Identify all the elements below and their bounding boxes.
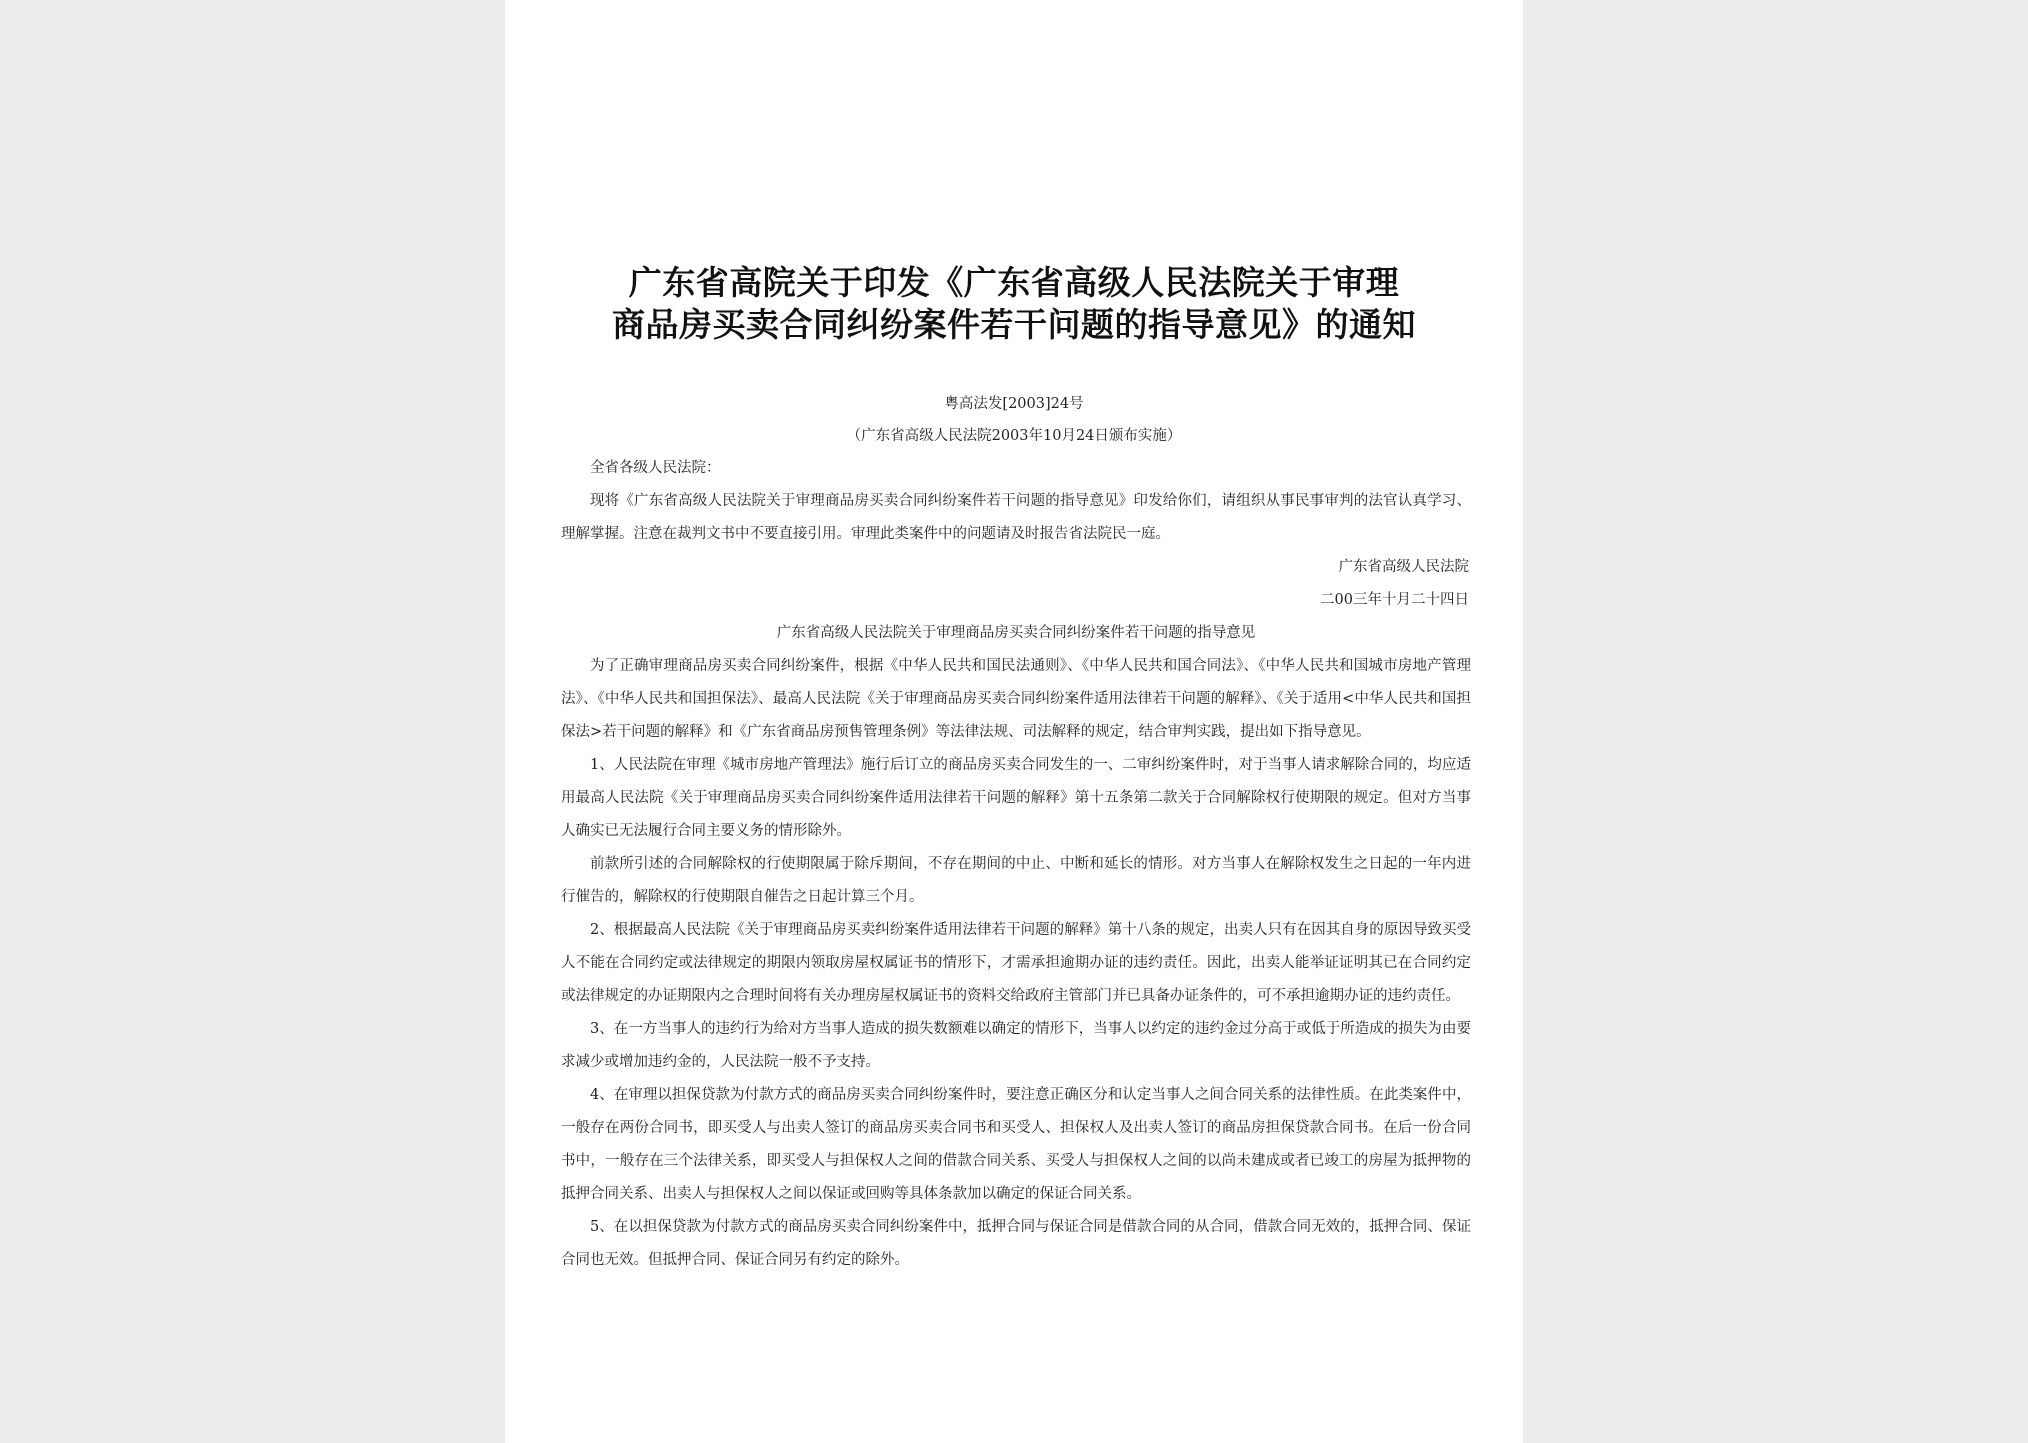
document-page	[505, 0, 1523, 1443]
title-line-2: 商品房买卖合同纠纷案件若干问题的指导意见》的通知	[612, 305, 1416, 344]
salutation: 全省各级人民法院：	[590, 460, 721, 476]
opinion-title: 广东省高级人民法院关于审理商品房买卖合同纠纷案件若干问题的指导意见	[776, 625, 1256, 641]
signature-date: 二00三年十月二十四日	[1320, 592, 1469, 608]
notice-paragraph: 现将《广东省高级人民法院关于审理商品房买卖合同纠纷案件若干问题的指导意见》印发给你们，请组织从事民事审判的法官认真学习、理解掌握。注意在裁判文书中不要直接引用。审理此类案件中的问题请及时报告省法院民一庭。	[561, 493, 1471, 542]
paragraph: 5、在以担保贷款为付款方式的商品房买卖合同纠纷案件中，抵押合同与保证合同是借款合同的从合同，借款合同无效的，抵押合同、保证合同也无效。但抵押合同、保证合同另有约定的除外。	[561, 1219, 1471, 1268]
document-title	[545, 262, 1483, 346]
issued-note: （广东省高级人民法院2003年10月24日颁布实施）	[846, 428, 1182, 444]
paragraph: 1、人民法院在审理《城市房地产管理法》施行后订立的商品房买卖合同发生的一、二审纠纷案件时，对于当事人请求解除合同的，均应适用最高人民法院《关于审理商品房买卖合同纠纷案件适用法律若干问题的解释》第十五条第二款关于合同解除权行使期限的规定。但对方当事人确实已无法履行合同主要义务的情形除外。	[561, 757, 1471, 839]
document-body	[561, 452, 1471, 1277]
paragraph: 2、根据最高人民法院《关于审理商品房买卖纠纷案件适用法律若干问题的解释》第十八条的规定，出卖人只有在因其自身的原因导致买受人不能在合同约定或法律规定的期限内领取房屋权属证书的情形下，才需承担逾期办证的违约责任。因此，出卖人能举证证明其已在合同约定或法律规定的办证期限内之合理时间将有关办理房屋权属证书的资料交给政府主管部门并已具备办证条件的，可不承担逾期办证的违约责任。	[561, 922, 1471, 1004]
paragraph: 前款所引述的合同解除权的行使期限属于除斥期间，不存在期间的中止、中断和延长的情形。对方当事人在解除权发生之日起的一年内进行催告的，解除权的行使期限自催告之日起计算三个月。	[561, 856, 1471, 905]
paragraph: 4、在审理以担保贷款为付款方式的商品房买卖合同纠纷案件时，要注意正确区分和认定当事人之间合同关系的法律性质。在此类案件中，一般存在两份合同书，即买受人与出卖人签订的商品房买卖合同书和买受人、担保权人及出卖人签订的商品房担保贷款合同书。在后一份合同书中，一般存在三个法律关系，即买受人与担保权人之间的借款合同关系、买受人与担保权人之间的以尚未建成或者已竣工的房屋为抵押物的抵押合同关系、出卖人与担保权人之间以保证或回购等具体条款加以确定的保证合同关系。	[561, 1087, 1471, 1202]
document-number: 粤高法发[2003]24号	[944, 396, 1084, 412]
signature-org: 广东省高级人民法院	[1338, 559, 1469, 575]
paragraph: 为了正确审理商品房买卖合同纠纷案件，根据《中华人民共和国民法通则》、《中华人民共和国合同法》、《中华人民共和国城市房地产管理法》、《中华人民共和国担保法》、最高人民法院《关于审理商品房买卖合同纠纷案件适用法律若干问题的解释》、《关于适用<中华人民共和国担保法>若干问题的解释》和《广东省商品房预售管理条例》等法律法规、司法解释的规定，结合审判实践，提出如下指导意见。	[561, 658, 1471, 740]
paragraph: 3、在一方当事人的违约行为给对方当事人造成的损失数额难以确定的情形下，当事人以约定的违约金过分高于或低于所造成的损失为由要求减少或增加违约金的，人民法院一般不予支持。	[561, 1021, 1471, 1070]
title-line-1: 广东省高院关于印发《广东省高级人民法院关于审理	[628, 263, 1400, 302]
